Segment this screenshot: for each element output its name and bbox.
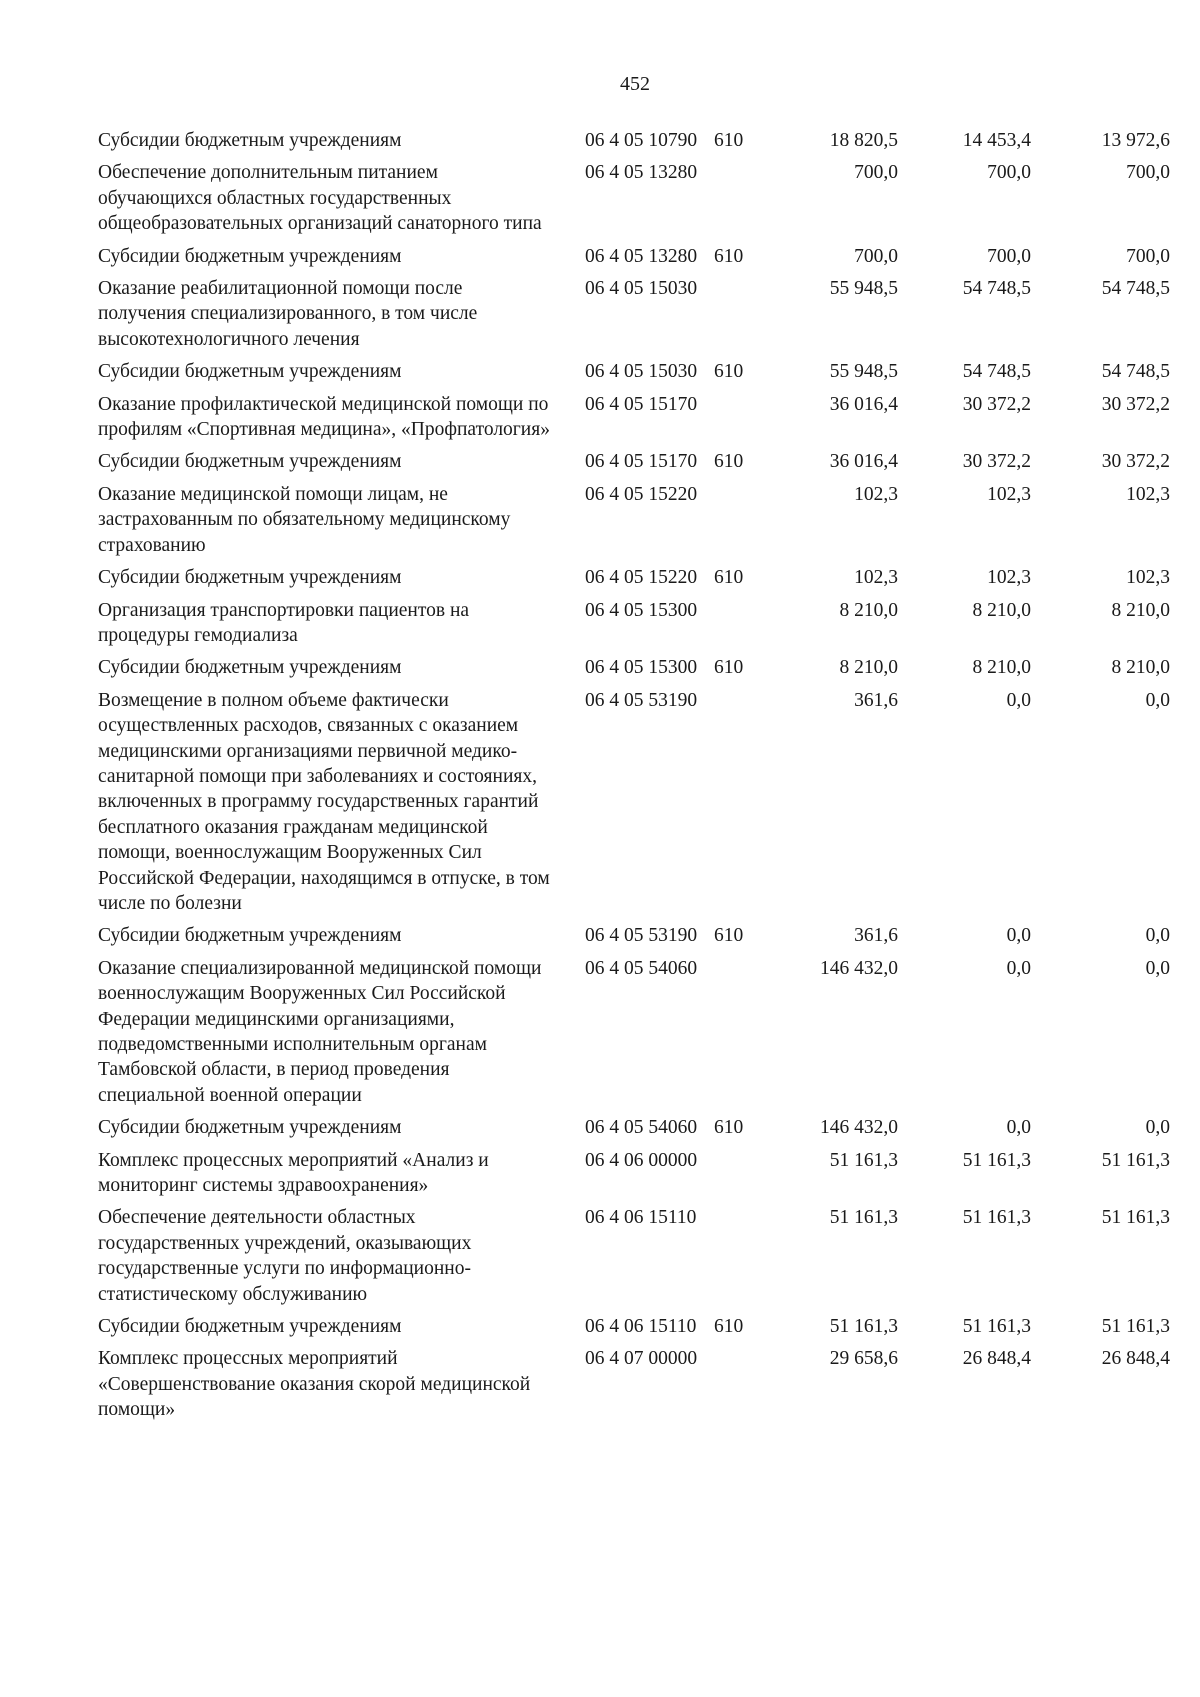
row-expense-type-cell — [710, 956, 770, 1115]
row-value-2-cell: 0,0 — [1006, 1117, 1031, 1139]
row-value-2-cell: 102,3 — [987, 483, 1031, 505]
row-code-cell: 06 4 05 15030 — [585, 361, 698, 383]
row-expense-type-cell: 610 — [714, 130, 744, 151]
row-name-cell: Субсидии бюджетным учреждениям — [98, 1316, 402, 1338]
row-expense-type-cell — [710, 1148, 770, 1206]
row-code-cell: 06 4 06 15110 — [585, 1207, 697, 1229]
row-value-3-cell: 30 372,2 — [1101, 393, 1170, 415]
row-value-1-cell: 36 016,4 — [829, 393, 898, 415]
row-name-cell: Комплекс процессных мероприятий «Совершенствование оказания скорой медицинской помощи» — [98, 1348, 531, 1421]
table-row — [98, 688, 1170, 924]
table-row — [98, 565, 1170, 597]
row-code-cell: 06 4 05 10790 — [585, 130, 698, 151]
row-value-1-cell: 51 161,3 — [829, 1316, 898, 1338]
row-expense-type-cell: 610 — [714, 451, 744, 473]
row-code-cell: 06 4 06 00000 — [585, 1149, 698, 1171]
row-value-2-cell: 51 161,3 — [962, 1207, 1031, 1229]
row-expense-type-cell: 610 — [714, 1117, 744, 1139]
row-expense-type-cell: 610 — [714, 567, 744, 589]
row-code-cell: 06 4 05 53190 — [585, 925, 698, 947]
row-value-3-cell: 8 210,0 — [1111, 599, 1170, 621]
row-code-cell: 06 4 05 15220 — [585, 567, 698, 589]
row-value-2-cell: 102,3 — [987, 567, 1031, 589]
row-name-cell: Оказание специализированной медицинской помощи военнослужащим Вооруженных Сил Российской Федерации медицинскими организациями, подведомственными исполнительным органам Тамбовской области, в период проведения специальной военной операции — [98, 957, 542, 1106]
row-code-cell: 06 4 05 15030 — [585, 278, 698, 300]
row-expense-type-cell — [710, 1346, 770, 1429]
row-expense-type-cell — [710, 392, 770, 450]
row-name-cell: Возмещение в полном объеме фактически осуществленных расходов, связанных с оказанием медицинскими организациями первичной медико-санитарной помощи при заболеваниях и состояниях, включенных в программу государственных гарантий бесплатного оказания гражданам медицинской помощи, военнослужащим Вооруженных Сил Российской Федерации, находящимся в отпуске, в том числе по болезни — [98, 689, 550, 914]
row-value-3-cell: 51 161,3 — [1101, 1149, 1170, 1171]
row-name-cell: Организация транспортировки пациентов на процедуры гемодиализа — [98, 599, 470, 646]
row-value-3-cell: 102,3 — [1126, 567, 1170, 589]
row-expense-type-cell: 610 — [714, 925, 744, 947]
row-value-1-cell: 146 432,0 — [820, 957, 898, 979]
row-code-cell: 06 4 05 15300 — [585, 599, 698, 621]
row-name-cell: Субсидии бюджетным учреждениям — [98, 1117, 402, 1139]
row-code-cell: 06 4 05 15170 — [585, 451, 698, 473]
row-name-cell: Субсидии бюджетным учреждениям — [98, 130, 402, 151]
row-name-cell: Обеспечение деятельности областных государственных учреждений, оказывающих государственные услуги по информационно-статистическому обслуживанию — [98, 1207, 472, 1305]
row-expense-type-cell: 610 — [714, 361, 744, 383]
table-row — [98, 359, 1170, 391]
row-value-3-cell: 102,3 — [1126, 483, 1170, 505]
table-row — [98, 598, 1170, 656]
row-value-2-cell: 14 453,4 — [962, 130, 1031, 151]
row-value-2-cell: 0,0 — [1006, 957, 1031, 979]
table-row — [98, 655, 1170, 687]
row-value-2-cell: 700,0 — [987, 245, 1031, 267]
row-value-3-cell: 0,0 — [1145, 957, 1170, 979]
row-value-2-cell: 0,0 — [1006, 689, 1031, 711]
row-code-cell: 06 4 05 13280 — [585, 245, 698, 267]
row-code-cell: 06 4 05 15300 — [585, 657, 698, 679]
row-value-2-cell: 8 210,0 — [972, 657, 1031, 679]
row-value-1-cell: 102,3 — [854, 483, 898, 505]
row-value-2-cell: 26 848,4 — [962, 1348, 1031, 1370]
row-code-cell: 06 4 05 13280 — [585, 162, 698, 184]
row-value-2-cell: 54 748,5 — [962, 278, 1031, 300]
table-row — [98, 160, 1170, 243]
row-name-cell: Субсидии бюджетным учреждениям — [98, 361, 402, 383]
row-value-3-cell: 51 161,3 — [1101, 1316, 1170, 1338]
table-row — [98, 1205, 1170, 1314]
row-value-3-cell: 0,0 — [1145, 689, 1170, 711]
table-row — [98, 128, 1170, 160]
row-value-3-cell: 30 372,2 — [1101, 451, 1170, 473]
row-value-1-cell: 51 161,3 — [829, 1149, 898, 1171]
budget-table — [98, 128, 1170, 1430]
table-row — [98, 1148, 1170, 1206]
row-value-3-cell: 54 748,5 — [1101, 278, 1170, 300]
row-value-3-cell: 8 210,0 — [1111, 657, 1170, 679]
row-value-1-cell: 29 658,6 — [829, 1348, 898, 1370]
row-expense-type-cell: 610 — [714, 657, 744, 679]
table-row — [98, 956, 1170, 1115]
row-value-1-cell: 36 016,4 — [829, 451, 898, 473]
row-value-1-cell: 55 948,5 — [829, 278, 898, 300]
row-expense-type-cell — [710, 276, 770, 359]
row-value-2-cell: 30 372,2 — [962, 393, 1031, 415]
table-row — [98, 1346, 1170, 1429]
row-value-1-cell: 700,0 — [854, 162, 898, 184]
table-row — [98, 276, 1170, 359]
row-expense-type-cell — [710, 482, 770, 565]
row-value-2-cell: 30 372,2 — [962, 451, 1031, 473]
row-code-cell: 06 4 05 54060 — [585, 957, 698, 979]
row-code-cell: 06 4 05 15170 — [585, 393, 698, 415]
row-value-1-cell: 146 432,0 — [820, 1117, 898, 1139]
row-value-3-cell: 0,0 — [1145, 1117, 1170, 1139]
row-expense-type-cell: 610 — [714, 245, 744, 267]
budget-table-body — [98, 128, 1170, 1430]
page-number: 452 — [620, 73, 650, 95]
row-expense-type-cell: 610 — [714, 1316, 744, 1338]
row-value-1-cell: 8 210,0 — [839, 599, 898, 621]
table-row — [98, 392, 1170, 450]
table-row — [98, 244, 1170, 276]
row-name-cell: Оказание медицинской помощи лицам, не застрахованным по обязательному медицинскому страхованию — [98, 483, 511, 556]
row-value-2-cell: 51 161,3 — [962, 1316, 1031, 1338]
row-name-cell: Оказание профилактической медицинской помощи по профилям «Спортивная медицина», «Профпатология» — [98, 393, 550, 441]
row-value-1-cell: 51 161,3 — [829, 1207, 898, 1229]
row-code-cell: 06 4 05 15220 — [585, 483, 698, 505]
row-value-2-cell: 51 161,3 — [962, 1149, 1031, 1171]
row-name-cell: Субсидии бюджетным учреждениям — [98, 451, 402, 473]
row-code-cell: 06 4 05 54060 — [585, 1117, 698, 1139]
row-value-3-cell: 0,0 — [1145, 925, 1170, 947]
row-value-1-cell: 8 210,0 — [839, 657, 898, 679]
table-row — [98, 482, 1170, 565]
row-value-3-cell: 700,0 — [1126, 245, 1170, 267]
row-value-3-cell: 26 848,4 — [1101, 1348, 1170, 1370]
row-value-1-cell: 361,6 — [854, 925, 898, 947]
row-name-cell: Оказание реабилитационной помощи после получения специализированного, в том числе высокотехнологичного лечения — [98, 278, 478, 350]
row-value-2-cell: 8 210,0 — [972, 599, 1031, 621]
row-name-cell: Обеспечение дополнительным питанием обучающихся областных государственных общеобразовательных организаций санаторного типа — [98, 162, 542, 235]
row-code-cell: 06 4 05 53190 — [585, 689, 698, 711]
row-expense-type-cell — [710, 160, 770, 243]
row-value-1-cell: 55 948,5 — [829, 361, 898, 383]
row-value-1-cell: 102,3 — [854, 567, 898, 589]
row-value-3-cell: 54 748,5 — [1101, 361, 1170, 383]
row-code-cell: 06 4 06 15110 — [585, 1316, 697, 1338]
row-code-cell: 06 4 07 00000 — [585, 1348, 698, 1370]
table-row — [98, 449, 1170, 481]
row-value-3-cell: 13 972,6 — [1101, 130, 1170, 151]
row-name-cell: Комплекс процессных мероприятий «Анализ и мониторинг системы здравоохранения» — [98, 1149, 489, 1197]
row-value-1-cell: 700,0 — [854, 245, 898, 267]
row-value-3-cell: 51 161,3 — [1101, 1207, 1170, 1229]
table-row — [98, 923, 1170, 955]
row-name-cell: Субсидии бюджетным учреждениям — [98, 925, 402, 947]
row-value-2-cell: 54 748,5 — [962, 361, 1031, 383]
row-value-1-cell: 18 820,5 — [829, 130, 898, 151]
row-value-1-cell: 361,6 — [854, 689, 898, 711]
row-value-3-cell: 700,0 — [1126, 162, 1170, 184]
row-name-cell: Субсидии бюджетным учреждениям — [98, 245, 402, 267]
table-row — [98, 1314, 1170, 1346]
row-expense-type-cell — [710, 1205, 770, 1314]
row-name-cell: Субсидии бюджетным учреждениям — [98, 657, 402, 679]
row-expense-type-cell — [710, 598, 770, 656]
table-row — [98, 1115, 1170, 1147]
row-name-cell: Субсидии бюджетным учреждениям — [98, 567, 402, 589]
row-expense-type-cell — [710, 688, 770, 924]
row-value-2-cell: 0,0 — [1006, 925, 1031, 947]
row-value-2-cell: 700,0 — [987, 162, 1031, 184]
